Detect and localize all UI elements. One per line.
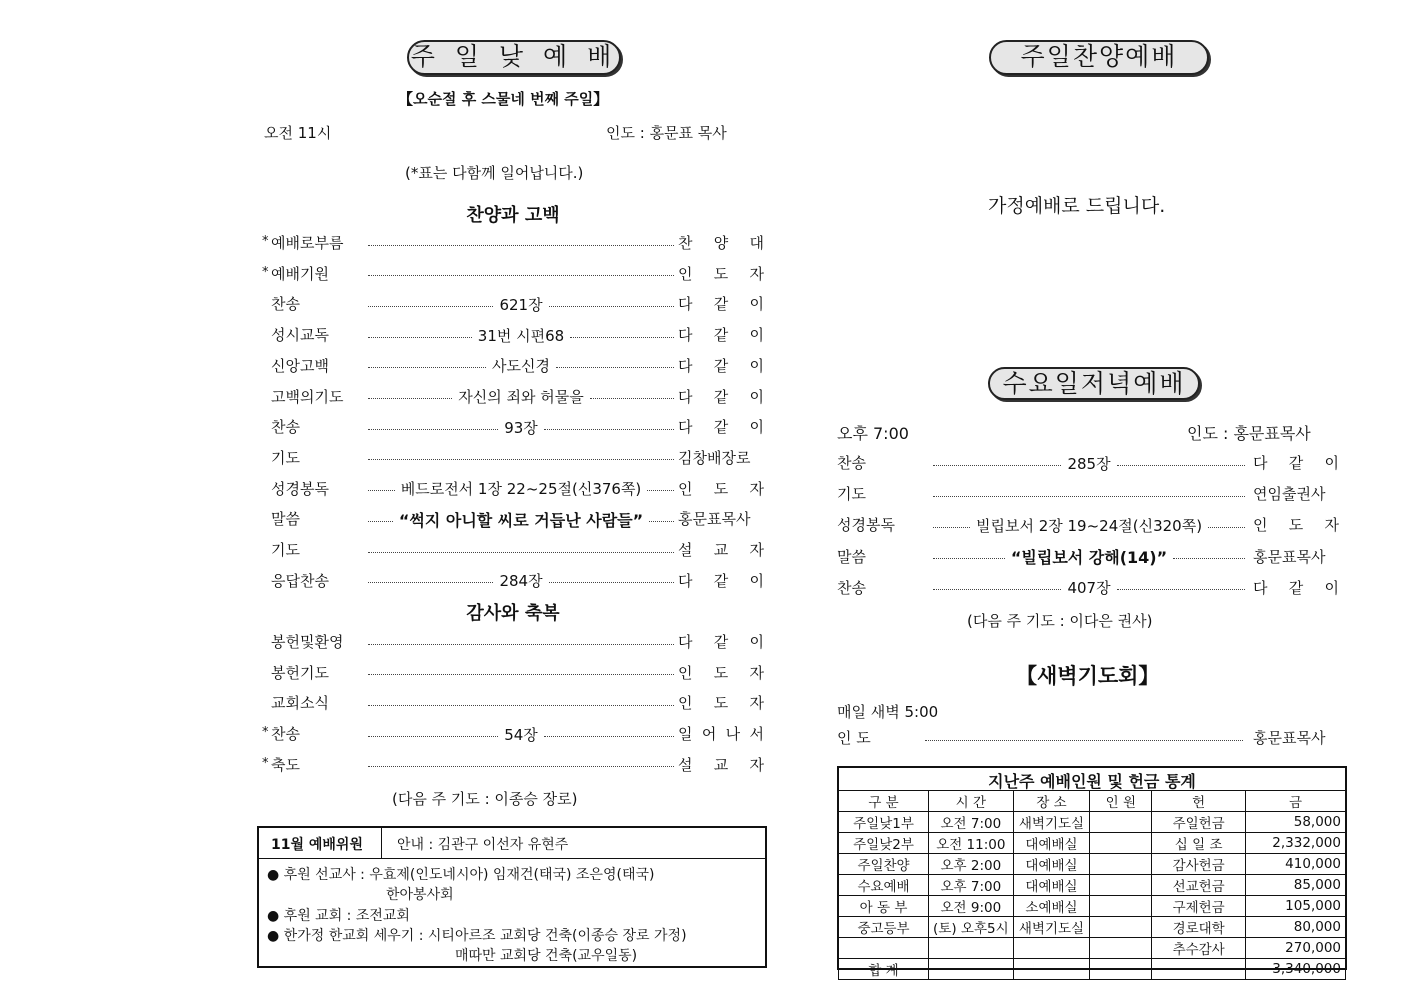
order-item [262, 386, 765, 408]
committee-month-label: 11월 예배위원 [271, 837, 363, 853]
worship-committee-box [257, 826, 767, 968]
stats-cell: 오후 7:00 [929, 875, 1014, 896]
support-church-line: ● 후원 교회 : 조전교회 [267, 908, 410, 924]
section-thanks-blessing: 감사와 축복 [466, 603, 560, 624]
wednesday-leader: 인도 : 홍문표목사 [1187, 424, 1311, 443]
order-item [262, 539, 765, 561]
order-item-person: 홍문표목사 [678, 510, 751, 529]
week-subtitle: 【오순절 후 스물네 번째 주일】 [398, 90, 609, 108]
order-item [262, 508, 765, 530]
order-item-label: 성 경 봉 독 [271, 479, 329, 498]
order-item [837, 483, 1340, 505]
stats-cell: 80,000 [1246, 917, 1346, 938]
order-item-leader [368, 692, 674, 714]
stats-cell [1090, 833, 1152, 854]
order-item-label: 성 시 교 독 [271, 326, 329, 345]
order-item-detail: 빌립보서 2장 19~24절(신320쪽) [975, 516, 1203, 535]
stats-cell [929, 938, 1014, 959]
stats-cell: 410,000 [1246, 854, 1346, 875]
order-item-detail: 31번 시편68 [477, 326, 565, 345]
order-item-label: 봉 헌 기 도 [271, 663, 329, 682]
order-item [262, 355, 765, 377]
stats-cell: 주일낮1부 [839, 812, 929, 833]
stats-cell: 구제헌금 [1152, 896, 1246, 917]
stats-cell: (토) 오후5시 [929, 917, 1014, 938]
order-item-detail: 621장 [499, 295, 543, 314]
committee-header-sep [381, 828, 382, 858]
dawn-prayer-title: 【새벽기도회】 [1016, 664, 1160, 688]
service-leader: 인도 : 홍문표 목사 [606, 124, 727, 142]
one-family-church-line-cont: 매따만 교회당 건축(교우일동) [455, 948, 638, 964]
order-item-label: 찬 송 [837, 454, 866, 472]
order-item-detail: 사도신경 [492, 357, 550, 376]
stats-cell: 주일낮2부 [839, 833, 929, 854]
order-item-leader [368, 508, 674, 530]
stats-cell [1090, 812, 1152, 833]
stats-cell: 소예배실 [1013, 896, 1090, 917]
wednesday-service-title: 수요일저녁예배 [988, 367, 1200, 400]
stats-cell: 2,332,000 [1246, 833, 1346, 854]
service-time: 오전 11시 [264, 124, 332, 142]
stand-marker: * [262, 725, 269, 741]
order-item-person: 인 도 자 [1253, 516, 1339, 535]
order-item-label: 예배로부름 [271, 234, 344, 252]
stats-cell: 대예배실 [1013, 875, 1090, 896]
stats-cell: 오전 7:00 [929, 812, 1014, 833]
order-item [262, 754, 765, 776]
order-item-label: 말 씀 [837, 547, 866, 566]
order-item-person: 다 같 이 [678, 326, 764, 345]
stats-cell: 270,000 [1246, 938, 1346, 959]
order-item-label: 응 답 찬 송 [271, 571, 329, 590]
order-item-leader [368, 662, 674, 684]
order-item [837, 577, 1340, 599]
order-item-person: 다 같 이 [678, 356, 764, 375]
order-item-detail: 407장 [1067, 579, 1111, 598]
stats-cell: 아 동 부 [839, 896, 929, 917]
order-item-leader [368, 447, 674, 469]
stats-cell: 경로대학 [1152, 917, 1246, 938]
order-item-label: 성 경 봉 독 [837, 516, 895, 535]
stand-note: (*표는 다함께 일어납니다.) [405, 164, 584, 182]
stats-row [839, 896, 1346, 917]
stats-cell [1090, 938, 1152, 959]
stats-cell [1013, 959, 1090, 980]
stats-col-offering-a: 헌 [1152, 791, 1246, 812]
dawn-leader-dots [925, 727, 1243, 749]
order-item-leader [368, 293, 674, 315]
order-item-leader [368, 539, 674, 561]
order-item-leader [368, 324, 674, 346]
dawn-leader-person: 홍문표목사 [1253, 729, 1326, 747]
committee-guide: 안내 : 김관구 이선자 유현주 [397, 837, 569, 853]
stats-cell: 주일헌금 [1152, 812, 1246, 833]
stats-cell: 105,000 [1246, 896, 1346, 917]
order-item-leader [933, 483, 1245, 505]
order-item [262, 723, 765, 745]
committee-header-divider [259, 858, 765, 859]
order-item-person: 인 도 자 [678, 694, 764, 713]
stats-col-offering-b: 금 [1246, 791, 1346, 812]
order-item-label: 봉헌및환영 [271, 633, 344, 651]
order-item-person: 설 교 자 [678, 755, 764, 774]
stats-cell: 감사헌금 [1152, 854, 1246, 875]
sunday-praise-title: 주일찬양예배 [989, 40, 1209, 75]
stand-marker: * [262, 264, 269, 280]
order-item-leader [368, 478, 674, 500]
stats-col-division: 구 분 [839, 791, 929, 812]
stats-cell: 주일찬양 [839, 854, 929, 875]
order-item-person: 다 같 이 [678, 633, 764, 651]
wednesday-next-prayer: (다음 주 기도 : 이다은 권사) [967, 612, 1153, 630]
stats-row [839, 917, 1346, 938]
stats-cell [839, 938, 929, 959]
section-praise-confession: 찬양과 고백 [466, 205, 560, 226]
order-item-leader [368, 232, 674, 254]
order-item-label: 찬 송 [271, 418, 300, 437]
order-item [262, 232, 765, 254]
stats-row [839, 875, 1346, 896]
stats-cell: 새벽기도실 [1013, 917, 1090, 938]
order-item-person: 다 같 이 [678, 387, 764, 406]
order-item-person: 인 도 자 [678, 264, 764, 283]
sunday-service-title: 주 일 낮 예 배 [407, 40, 621, 75]
order-item-label: 기 도 [271, 541, 300, 559]
order-item-person: 다 같 이 [1253, 578, 1339, 597]
stats-cell: 오전 11:00 [929, 833, 1014, 854]
order-item [262, 631, 765, 653]
stats-cell [1152, 959, 1246, 980]
order-item [262, 416, 765, 438]
stats-cell: 오후 2:00 [929, 854, 1014, 875]
stats-total-label: 합 계 [839, 959, 929, 980]
stats-cell [1090, 917, 1152, 938]
order-item [262, 692, 765, 714]
dawn-leader-row [837, 727, 1340, 749]
stand-marker: * [262, 755, 269, 771]
order-item-person: 설 교 자 [678, 541, 764, 559]
order-item-label: 기 도 [271, 448, 300, 467]
order-item-label: 교 회 소 식 [271, 694, 329, 713]
order-item-person: 홍문표목사 [1253, 547, 1326, 566]
stats-cell: 중고등부 [839, 917, 929, 938]
order-item-leader [368, 754, 674, 776]
stats-cell: 선교헌금 [1152, 875, 1246, 896]
order-item [837, 546, 1340, 568]
next-week-prayer: (다음 주 기도 : 이종승 장로) [392, 790, 578, 808]
stats-table [838, 790, 1346, 980]
stats-row [839, 812, 1346, 833]
order-item-detail: 284장 [499, 572, 543, 591]
order-item [262, 570, 765, 592]
stats-cell: 85,000 [1246, 875, 1346, 896]
stats-col-count: 인 원 [1090, 791, 1152, 812]
stats-cell: 대예배실 [1013, 833, 1090, 854]
stats-cell: 추수감사 [1152, 938, 1246, 959]
one-family-church-line: ● 한가정 한교회 세우기 : 시티아르조 교회당 건축(이종승 장로 가정) [267, 928, 687, 944]
stats-cell [1090, 959, 1152, 980]
stats-row [839, 833, 1346, 854]
order-item-leader [368, 631, 674, 653]
order-item-label: 찬 송 [271, 725, 300, 744]
order-item-leader [368, 570, 674, 592]
stats-total-value: 3,340,000 [1246, 959, 1346, 980]
order-item-person: 다 같 이 [678, 418, 764, 437]
order-item-detail: 285장 [1067, 454, 1111, 473]
order-item-label: 말 씀 [271, 510, 300, 529]
stats-col-place: 장 소 [1013, 791, 1090, 812]
stats-cell [929, 959, 1014, 980]
order-item-leader [933, 546, 1245, 568]
stats-cell: 수요예배 [839, 875, 929, 896]
order-item [262, 447, 765, 469]
stats-cell: 새벽기도실 [1013, 812, 1090, 833]
order-item [262, 478, 765, 500]
order-item-leader [933, 452, 1245, 474]
order-item-person: 연임출권사 [1253, 485, 1326, 504]
order-item [837, 452, 1340, 474]
wednesday-time: 오후 7:00 [837, 424, 909, 443]
order-item-detail: 93장 [504, 418, 538, 437]
order-item-person: 다 같 이 [1253, 454, 1339, 472]
order-item-leader [933, 514, 1245, 536]
order-item-leader [368, 355, 674, 377]
stats-cell: 대예배실 [1013, 854, 1090, 875]
stand-marker: * [262, 234, 269, 249]
order-item-leader [933, 577, 1245, 599]
order-item-detail: “썩지 아니할 씨로 거듭난 사람들” [398, 510, 644, 530]
order-item-leader [368, 723, 674, 745]
order-item [262, 293, 765, 315]
order-item-person: 인 도 자 [678, 479, 764, 498]
stats-cell [1090, 896, 1152, 917]
order-item-person: 일 어 나 서 [678, 725, 764, 744]
order-item-leader [368, 416, 674, 438]
stats-cell [1013, 938, 1090, 959]
order-item-detail: 자신의 죄와 허물을 [458, 388, 584, 406]
missionary-line-cont: 한아봉사회 [386, 887, 454, 903]
stats-header-row [839, 791, 1346, 812]
stats-box [837, 766, 1347, 979]
order-item-detail: 베드로전서 1장 22~25절(신376쪽) [400, 480, 642, 499]
order-item-label: 예 배 기 원 [271, 264, 329, 283]
order-item [262, 324, 765, 346]
stats-cell: 십 일 조 [1152, 833, 1246, 854]
stats-cell: 58,000 [1246, 812, 1346, 833]
order-item-label: 신 앙 고 백 [271, 356, 329, 375]
dawn-leader-label: 인 도 [837, 729, 871, 747]
stats-title: 지난주 예배인원 및 헌금 통계 [988, 772, 1196, 791]
order-item-label: 고백의기도 [271, 387, 344, 406]
order-item-person: 다 같 이 [678, 571, 764, 590]
order-item-label: 기 도 [837, 485, 866, 504]
stats-cell [1090, 875, 1152, 896]
home-worship-note: 가정예배로 드립니다. [988, 195, 1166, 217]
missionary-line: ● 후원 선교사 : 우효제(인도네시아) 임재건(태국) 조은영(태국) [267, 867, 655, 883]
order-item-detail: “빌립보서 강해(14)” [1010, 548, 1168, 568]
order-item-leader [368, 386, 674, 408]
order-item-label: 축 도 [271, 755, 300, 774]
stats-cell [1090, 854, 1152, 875]
order-item-label: 찬 송 [271, 295, 300, 314]
stats-row [839, 854, 1346, 875]
order-item-person: 다 같 이 [678, 295, 764, 314]
order-item-person: 인 도 자 [678, 663, 764, 682]
order-item-leader [368, 263, 674, 285]
order-item [837, 514, 1340, 536]
order-item-label: 찬 송 [837, 578, 866, 597]
dawn-time: 매일 새벽 5:00 [837, 703, 939, 721]
order-item [262, 263, 765, 285]
stats-col-time: 시 간 [929, 791, 1014, 812]
order-item-person: 찬 양 대 [678, 234, 764, 252]
order-item-person: 김창배장로 [678, 448, 751, 467]
order-item [262, 662, 765, 684]
stats-row [839, 938, 1346, 959]
order-item-detail: 54장 [504, 725, 538, 744]
stats-total-row [839, 959, 1346, 980]
stats-cell: 오전 9:00 [929, 896, 1014, 917]
